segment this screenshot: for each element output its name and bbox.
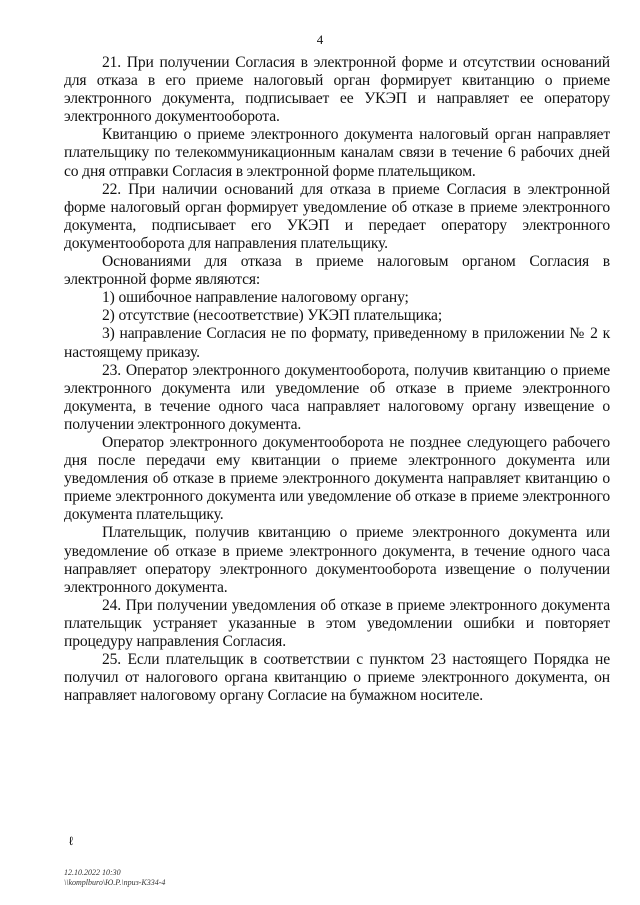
paragraph-22: 22. При наличии оснований для отказа в приеме Согласия в электронной форме налоговый орган формирует уведомление об отказе в приеме электронного документа, подписывает его УКЭП и передает оператору электронного документооборота для направления плательщику. [64, 180, 610, 252]
paragraph-24: 24. При получении уведомления об отказе в приеме электронного документа плательщик устраняет указанные в этом уведомлении ошибки и повторяет процедуру направления Согласия. [64, 596, 610, 650]
paragraph-21-receipt: Квитанцию о приеме электронного документа налоговый орган направляет плательщику по телекоммуникационным каналам связи в течение 6 рабочих дней со дня отправки Согласия в электронной форме плательщиком. [64, 126, 610, 180]
footer-timestamp: 12.10.2022 10:30 [64, 868, 121, 877]
paragraph-25: 25. Если плательщик в соответствии с пунктом 23 настоящего Порядка не получил от налогового органа квитанцию о приеме электронного документа, он направляет налоговому органу Согласие на бумажном носителе. [64, 651, 610, 705]
paragraph-22-grounds: Основаниями для отказа в приеме налоговым органом Согласия в электронной форме являются: [64, 253, 610, 289]
paragraph-23-operator: Оператор электронного документооборота не позднее следующего рабочего дня после передачи ему квитанции о приеме электронного документа или уведомления об отказе в приеме электронного документа направляет квитанцию о приеме электронного документа или уведомление об отказе в приеме электронного документа плательщику. [64, 433, 610, 524]
paragraph-21: 21. При получении Согласия в электронной форме и отсутствии оснований для отказа в его приеме налоговый орган формирует квитанцию о приеме электронного документа, подписывает ее УКЭП и направляет ее оператору электронного документооборота. [64, 54, 610, 126]
list-item-3: 3) направление Согласия не по формату, приведенному в приложении № 2 к настоящему приказу. [64, 325, 610, 361]
paragraph-23-payer: Плательщик, получив квитанцию о приеме электронного документа или уведомление об отказе в приеме электронного документа, в течение одного часа направляет оператору электронного документооборота извещение о получении электронного документа. [64, 524, 610, 596]
footer [64, 868, 165, 887]
page-number: 4 [316, 32, 324, 47]
paragraph-23: 23. Оператор электронного документооборота, получив квитанцию о приеме электронного документа или уведомление об отказе в приеме электронного документа, в течение одного часа направляет налоговому органу извещение о получении электронного документа. [64, 361, 610, 433]
document-body [64, 54, 610, 705]
list-item-2: 2) отсутствие (несоответствие) УКЭП плательщика; [102, 307, 442, 325]
footer-file-path: \\komplburo\Ю.Р.\приз-К334-4 [64, 877, 166, 887]
list-item-1: 1) ошибочное направление налоговому органу; [102, 289, 409, 307]
handwritten-mark: ℓ [69, 834, 73, 848]
